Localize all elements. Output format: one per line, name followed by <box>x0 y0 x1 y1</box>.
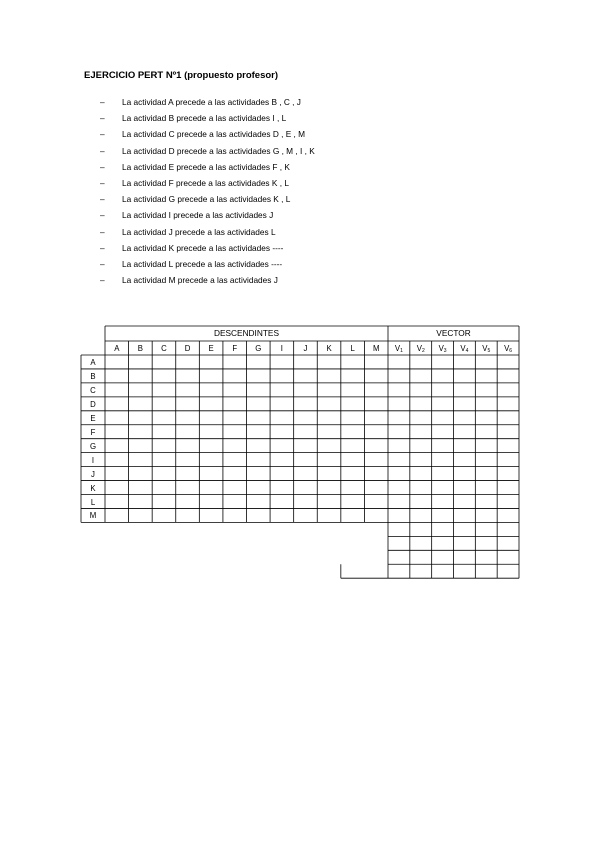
column-header: L <box>350 344 355 353</box>
column-header: J <box>303 344 308 353</box>
row-header: L <box>90 497 96 507</box>
row-header: M <box>89 511 97 521</box>
row-header: B <box>90 371 96 381</box>
list-item-text: La actividad C precede a las actividades D , E , M <box>122 129 306 140</box>
vector-column-header <box>497 344 519 354</box>
bullet-dash: – <box>100 97 105 107</box>
vector-label: V <box>394 344 401 353</box>
row-header: A <box>90 358 96 367</box>
row-header: F <box>90 427 96 437</box>
bullet-dash: – <box>100 275 105 286</box>
vector-label: V <box>438 344 444 353</box>
vector-subscript: 5 <box>487 348 491 354</box>
list-item-text: La actividad K precede a las actividades ---- <box>122 242 284 253</box>
vector-column-header <box>454 344 476 354</box>
vector-subscript: 6 <box>509 348 513 354</box>
vector-column-header <box>410 344 432 354</box>
vector-label: V <box>416 344 422 353</box>
list-item-text: La actividad L precede a las actividades ---- <box>122 258 283 269</box>
row-header: K <box>90 483 96 493</box>
bullet-dash: – <box>100 242 105 253</box>
vector-subscript: 1 <box>400 348 403 354</box>
row-header: I <box>91 455 95 465</box>
list-item-text: La actividad B precede a las actividades I , L <box>122 113 287 124</box>
bullet-dash: – <box>100 161 105 172</box>
bullet-dash: – <box>100 226 105 237</box>
bullet-dash: – <box>100 258 105 269</box>
row-header: J <box>91 469 95 479</box>
bullet-dash: – <box>100 177 105 188</box>
list-item-text: La actividad M precede a las actividades J <box>122 275 278 286</box>
vector-column-header <box>388 344 410 354</box>
vector-label: V <box>504 344 510 353</box>
vector-label: V <box>482 344 488 353</box>
vector-subscript: 3 <box>443 348 447 354</box>
column-header: G <box>255 344 262 353</box>
vector-subscript: 4 <box>465 348 469 354</box>
bullet-dash: – <box>100 113 105 124</box>
bullet-dash: – <box>100 210 105 221</box>
bullet-dash: – <box>100 145 105 156</box>
column-header: K <box>326 344 332 353</box>
column-header: E <box>208 344 214 353</box>
list-item-text: La actividad D precede a las actividades G , M , I , K <box>122 145 315 156</box>
bullet-dash: – <box>100 194 105 205</box>
vector-label: V <box>460 344 466 353</box>
list-item-text: La actividad J precede a las actividades L <box>122 226 276 237</box>
column-header: M <box>372 344 380 353</box>
column-header: B <box>137 344 143 353</box>
column-header: F <box>232 344 238 353</box>
column-header: A <box>114 344 120 353</box>
vector-subscript: 2 <box>421 348 425 354</box>
exercise-title: EJERCICIO PERT Nº1 (propuesto profesor) <box>84 70 279 81</box>
list-item-text: La actividad F precede a las actividades K , L <box>122 177 289 188</box>
column-header: D <box>184 344 191 353</box>
list-item-text: La actividad G precede a las actividades K , L <box>122 194 291 205</box>
row-header: G <box>89 441 97 451</box>
row-header: D <box>90 399 96 409</box>
vector-column-header <box>432 344 454 354</box>
list-item-text: La actividad E precede a las actividades F , K <box>122 161 290 172</box>
vector-column-header <box>475 344 497 354</box>
group-header-vector: VECTOR <box>436 328 471 338</box>
group-header-descendientes: DESCENDINTES <box>213 328 279 338</box>
column-header: I <box>280 344 283 353</box>
list-item-text: La actividad I precede a las actividades J <box>122 210 274 221</box>
list-item-text: La actividad A precede a las actividades B , C , J <box>122 97 301 107</box>
bullet-dash: – <box>100 129 105 140</box>
column-header: C <box>161 344 167 353</box>
row-header: E <box>90 413 96 423</box>
row-header: C <box>90 385 96 395</box>
